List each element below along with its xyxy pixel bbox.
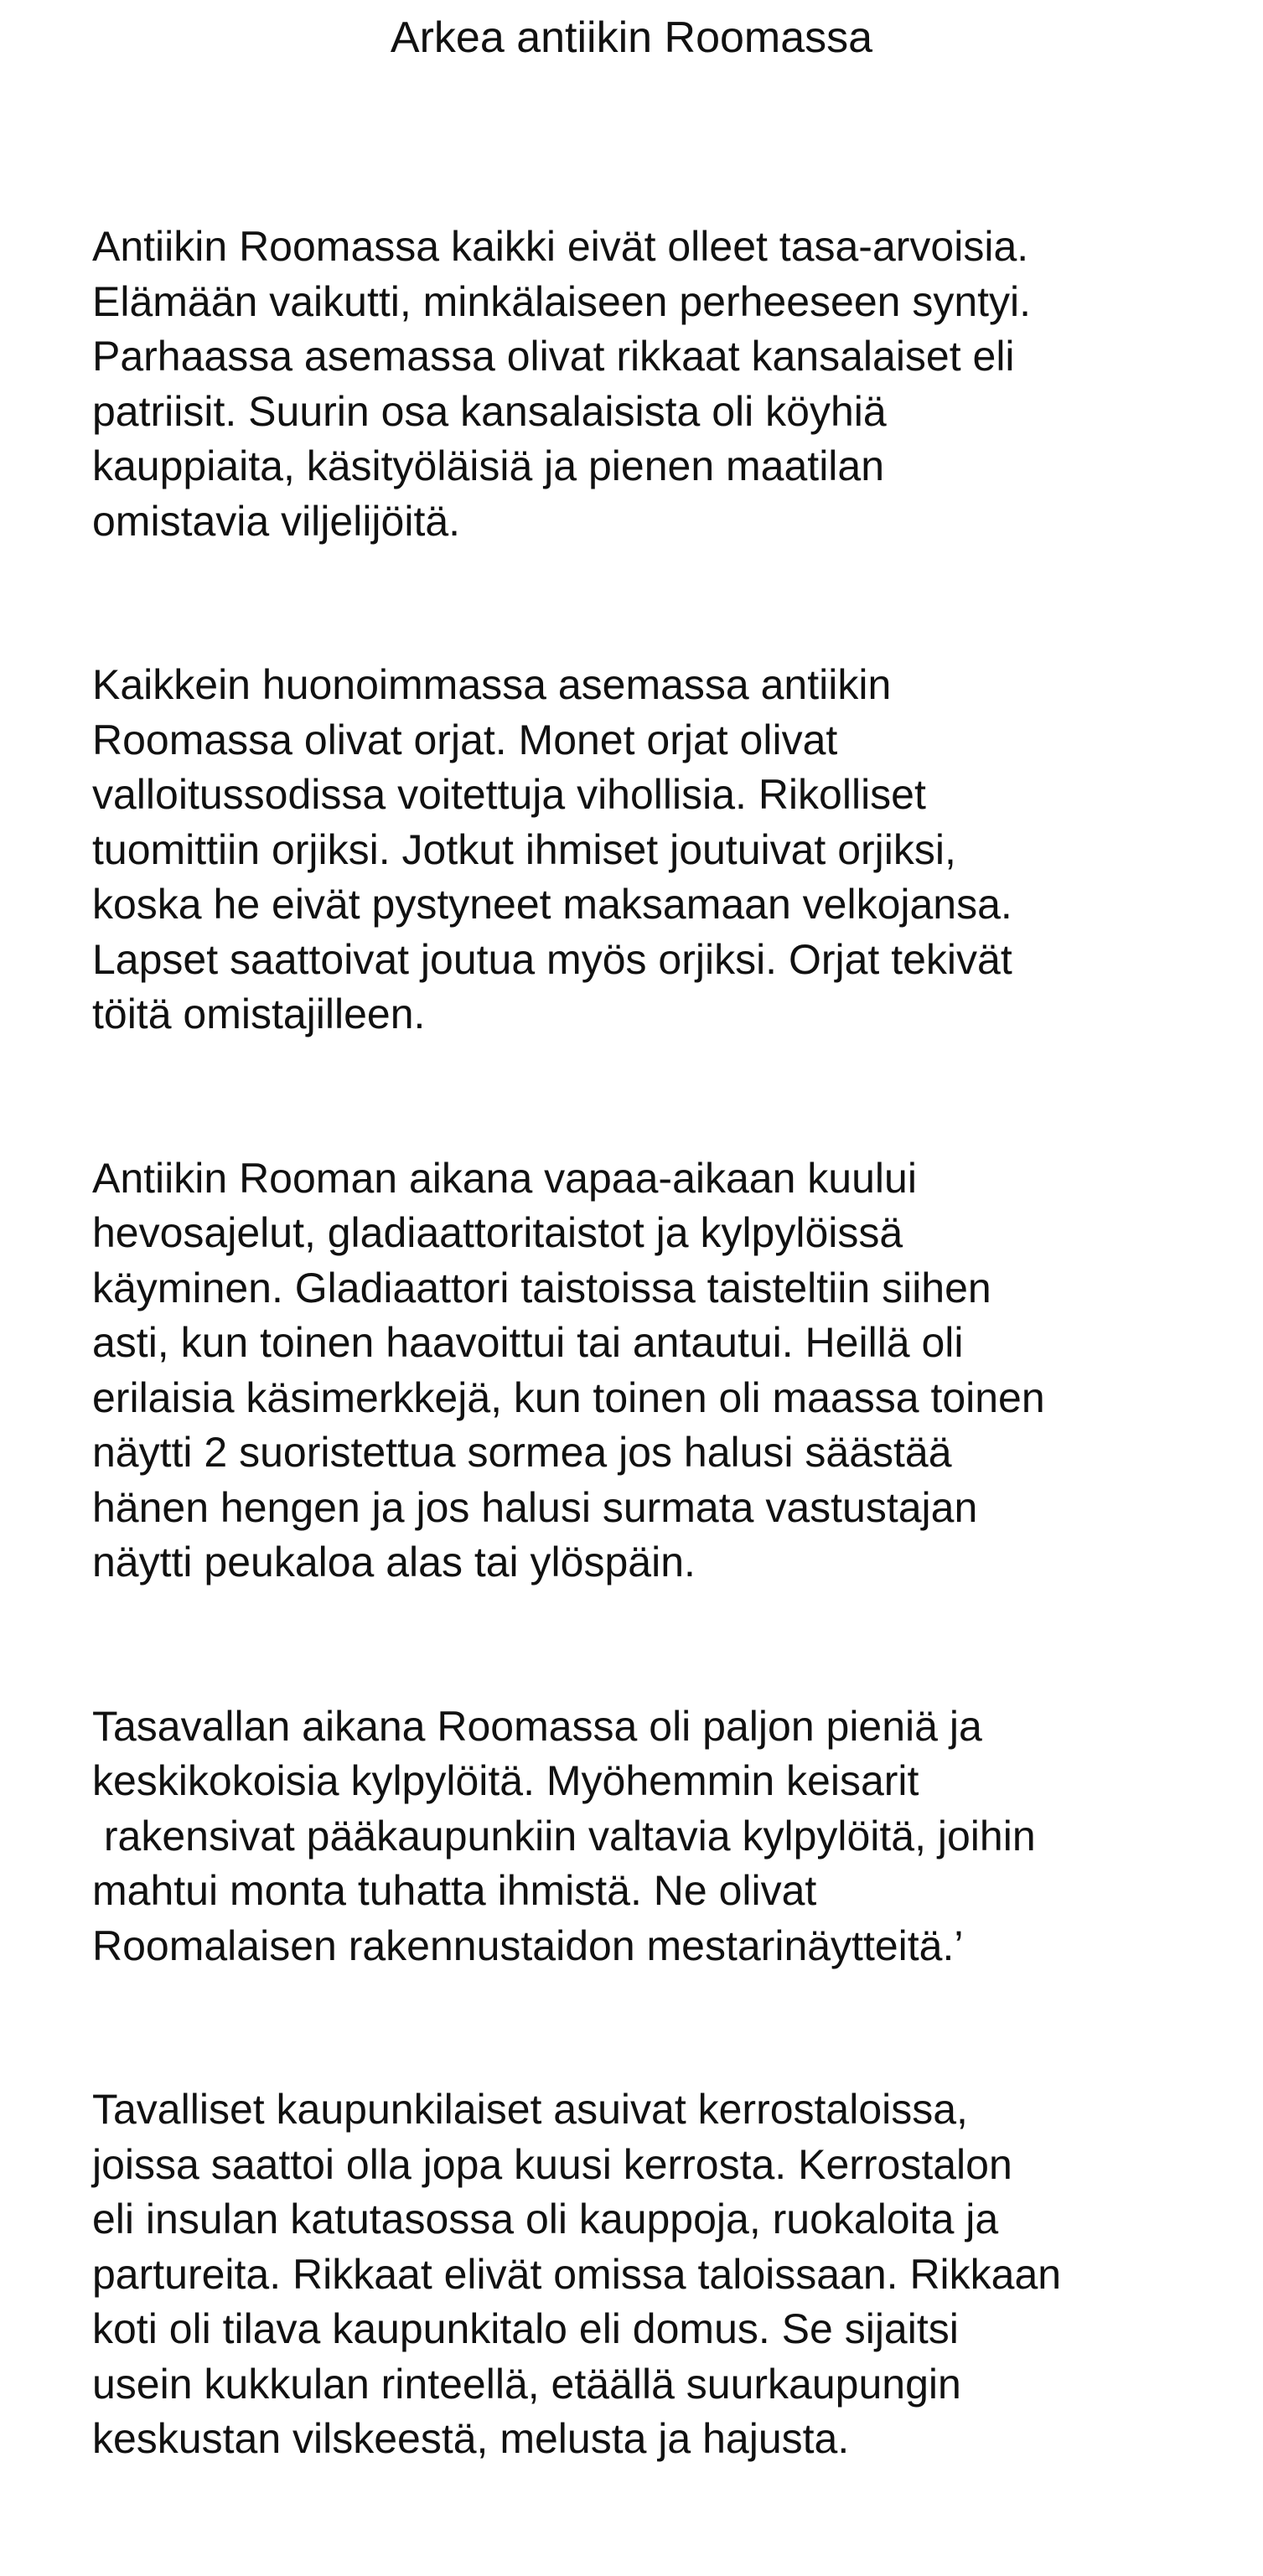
paragraph-leisure: [92, 1151, 1224, 1591]
text-line: Tavalliset kaupunkilaiset asuivat kerrostaloissa,: [92, 2086, 968, 2133]
text-line: keskustan vilskeestä, melusta ja hajusta.: [92, 2415, 850, 2462]
text-line: Kaikkein huonoimmassa asemassa antiikin: [92, 661, 892, 708]
text-line: Roomalaisen rakennustaidon mestarinäytteitä.’: [92, 1922, 964, 1969]
paragraph-social-classes: [92, 220, 1224, 549]
text-line: asti, kun toinen haavoittui tai antautui. Heillä oli: [92, 1319, 964, 1366]
text-line: kauppiaita, käsityöläisiä ja pienen maatilan: [92, 442, 885, 489]
text-line: koska he eivät pystyneet maksamaan velkojansa.: [92, 881, 1012, 928]
text-line: patriisit. Suurin osa kansalaisista oli köyhiä: [92, 387, 887, 435]
text-line: töitä omistajilleen.: [92, 991, 426, 1037]
text-line: mahtui monta tuhatta ihmistä. Ne olivat: [92, 1867, 817, 1914]
text-line: hänen hengen ja jos halusi surmata vastustajan: [92, 1483, 978, 1531]
text-line: koti oli tilava kaupunkitalo eli domus. Se sijaitsi: [92, 2305, 959, 2352]
text-line: keskikokoisia kylpylöitä. Myöhemmin keisarit: [92, 1757, 919, 1804]
text-line: Roomassa olivat orjat. Monet orjat olivat: [92, 716, 838, 763]
text-line: näytti peukaloa alas tai ylöspäin.: [92, 1539, 696, 1585]
text-line: Lapset saattoivat joutua myös orjiksi. Orjat tekivät: [92, 935, 1012, 983]
document-title: Arkea antiikin Roomassa: [390, 13, 873, 62]
text-line: hevosajelut, gladiaattoritaistot ja kylpylöissä: [92, 1209, 903, 1256]
text-line: tuomittiin orjiksi. Jotkut ihmiset joutuivat orjiksi,: [92, 825, 956, 873]
text-line: omistavia viljelijöitä.: [92, 497, 461, 545]
text-line: Antiikin Rooman aikana vapaa-aikaan kuului: [92, 1154, 917, 1202]
text-line: Tasavallan aikana Roomassa oli paljon pieniä ja: [92, 1702, 982, 1750]
text-line: usein kukkulan rinteellä, etäällä suurkaupungin: [92, 2360, 961, 2408]
text-line: Antiikin Roomassa kaikki eivät olleet tasa-arvoisia.: [92, 223, 1029, 270]
text-line: eli insulan katutasossa oli kauppoja, ruokaloita ja: [92, 2196, 999, 2242]
document-body: [92, 220, 1224, 2576]
text-line: näytti 2 suoristettua sormea jos halusi säästää: [92, 1429, 952, 1476]
text-line: Parhaassa asemassa olivat rikkaat kansalaiset eli: [92, 333, 1015, 380]
text-line: käyminen. Gladiaattori taistoissa taisteltiin siihen: [92, 1264, 991, 1311]
text-line: erilaisia käsimerkkejä, kun toinen oli maassa toinen: [92, 1373, 1045, 1421]
paragraph-baths: [92, 1699, 1224, 1974]
text-line: Elämään vaikutti, minkälaiseen perheeseen syntyi.: [92, 277, 1032, 325]
text-line: rakensivat pääkaupunkiin valtavia kylpylöitä, joihin: [92, 1812, 1036, 1860]
text-line: valloitussodissa voitettuja vihollisia. Rikolliset: [92, 771, 926, 818]
paragraph-slaves: [92, 658, 1224, 1042]
paragraph-housing: [92, 2082, 1224, 2467]
text-line: partureita. Rikkaat elivät omissa taloissaan. Rikkaan: [92, 2250, 1062, 2298]
text-line: joissa saattoi olla jopa kuusi kerrosta. Kerrostalon: [92, 2140, 1012, 2188]
